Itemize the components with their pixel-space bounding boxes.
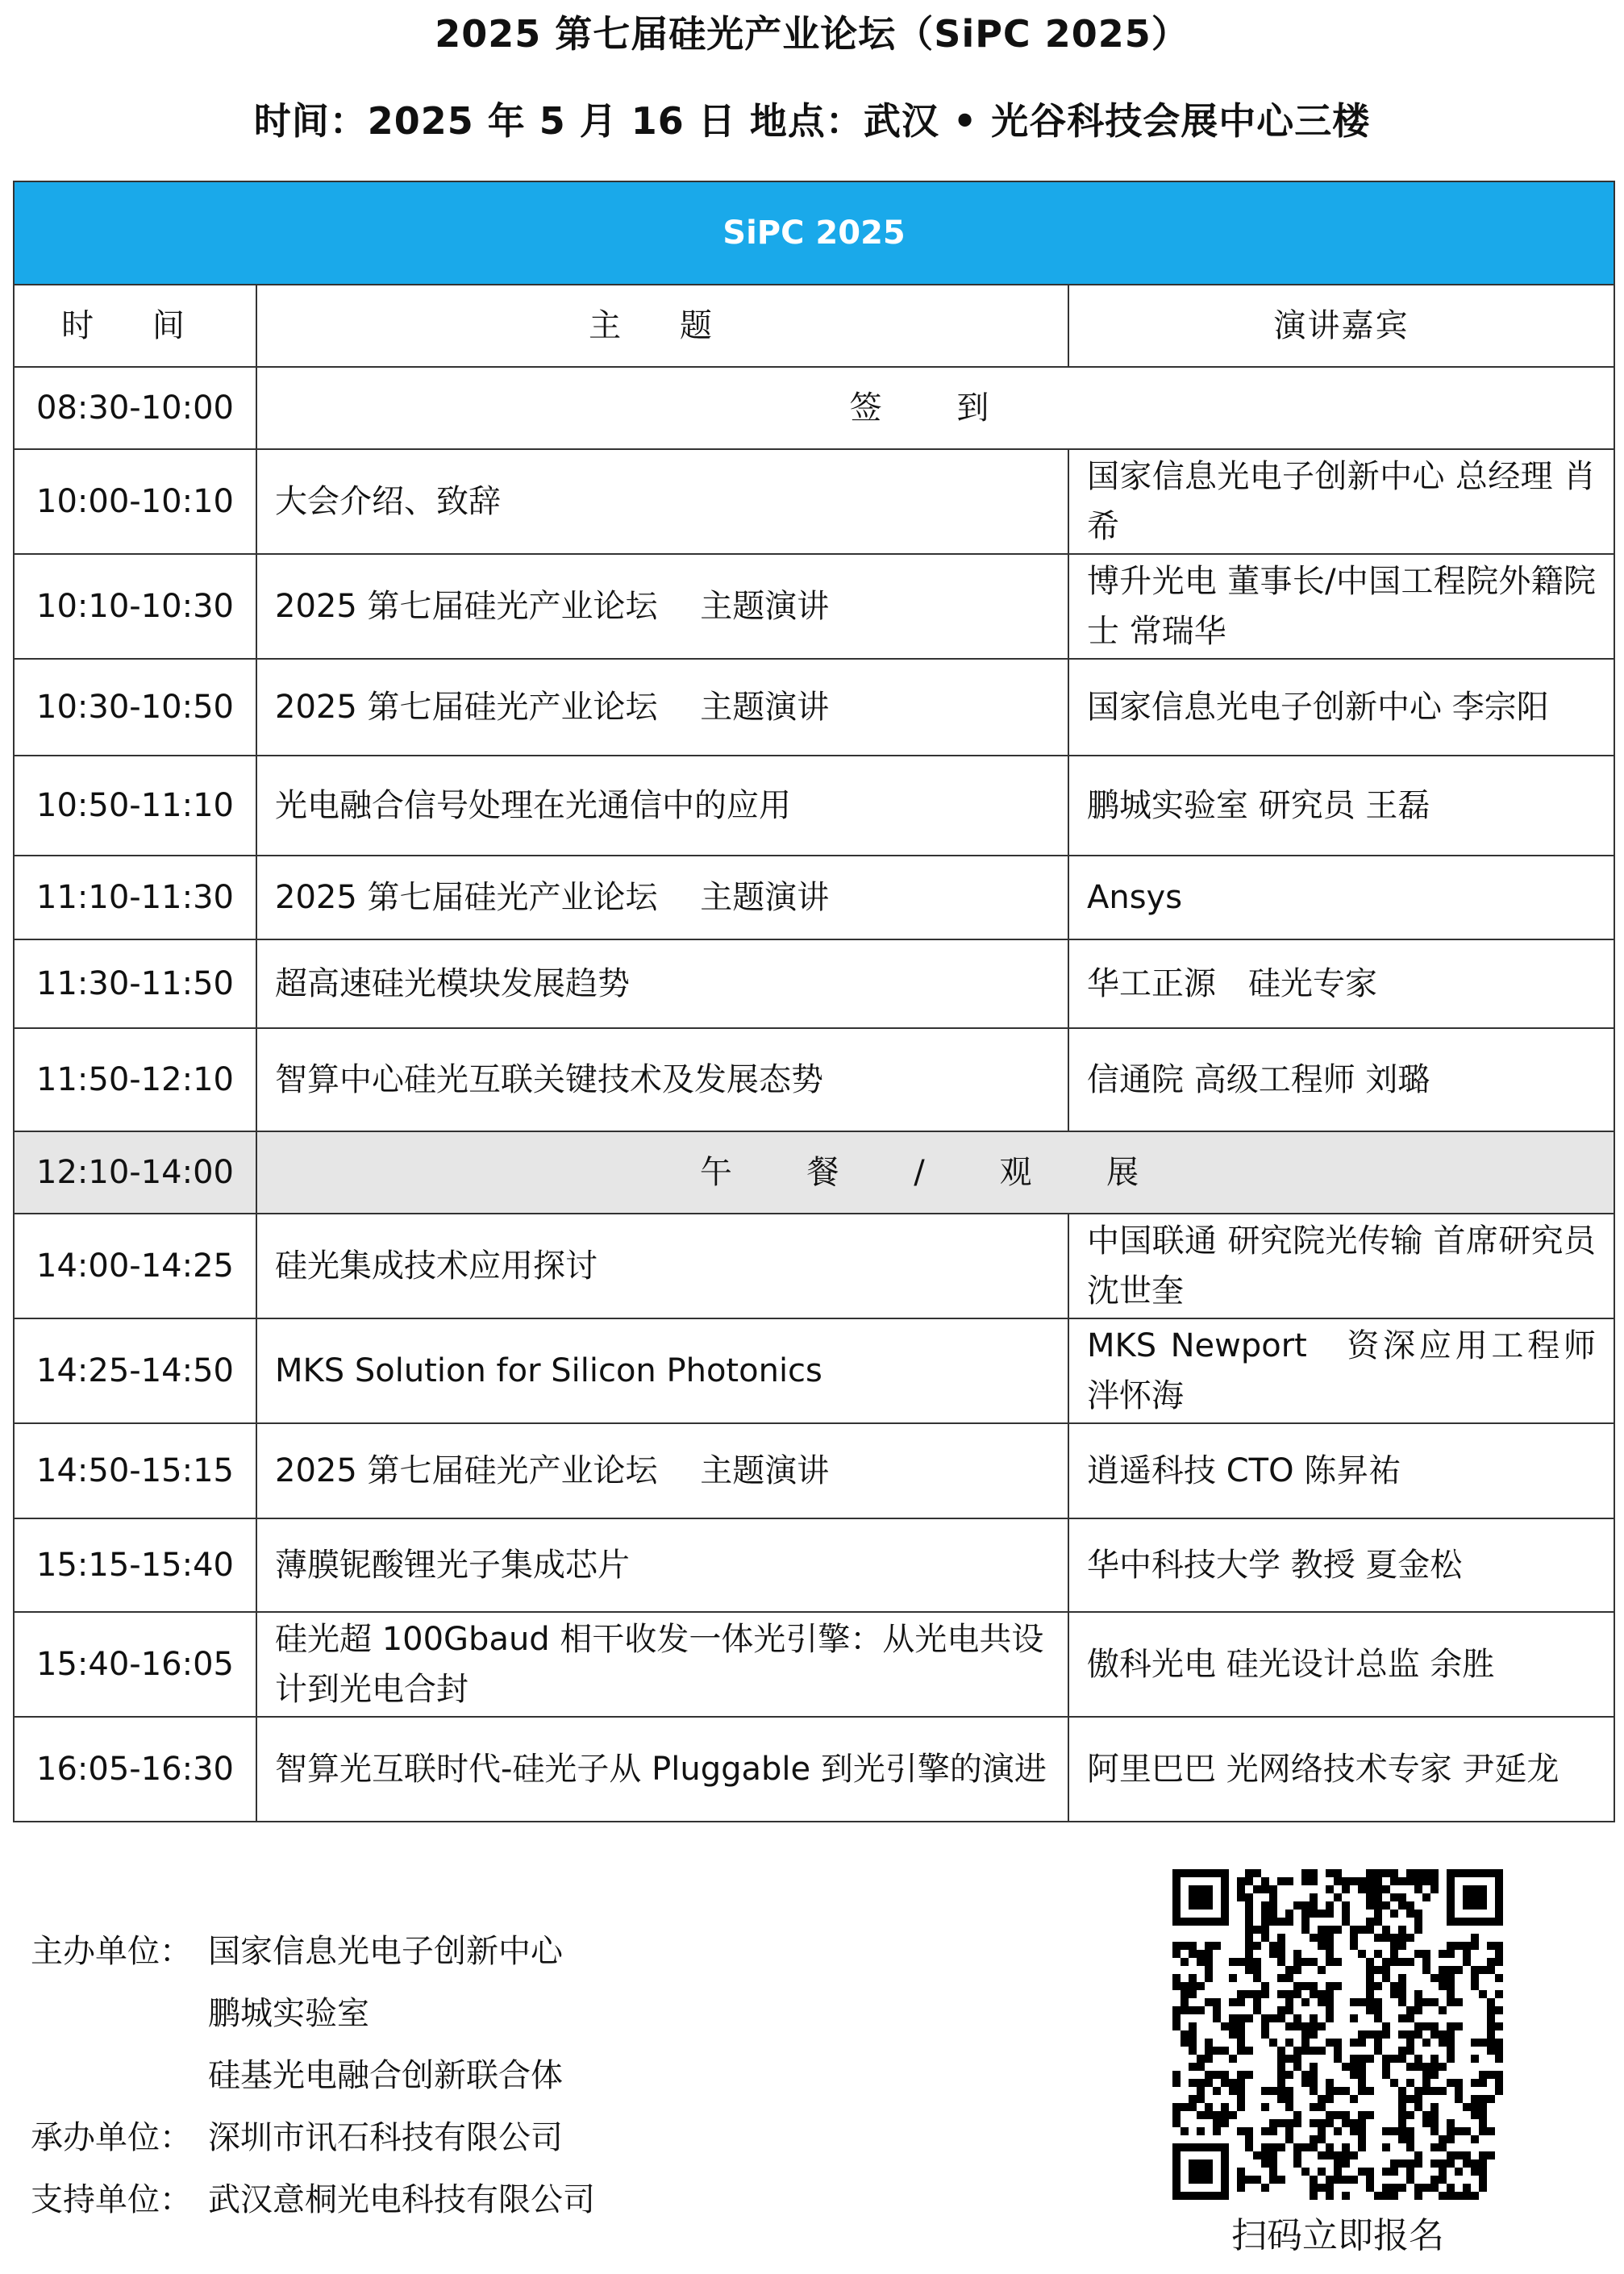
table-row (14, 659, 1614, 756)
session-time: 14:00-14:25 (14, 1214, 256, 1318)
session-topic: 2025 第七届硅光产业论坛 主题演讲 (256, 1423, 1068, 1518)
session-speaker: MKS Newport 资深应用工程师 泮怀海 (1068, 1318, 1614, 1423)
qr-caption: 扫码立即报名 (1231, 2215, 1444, 2256)
break-label: 午 餐 / 观 展 (256, 1131, 1614, 1214)
organizer-label: 主办单位： (31, 1933, 192, 1970)
organizer-3: 硅基光电融合创新联合体 (208, 2057, 563, 2094)
session-topic: 智算中心硅光互联关键技术及发展态势 (256, 1028, 1068, 1131)
session-speaker: Ansys (1068, 856, 1614, 939)
agenda-table (13, 181, 1615, 1822)
session-topic: 2025 第七届硅光产业论坛 主题演讲 (256, 659, 1068, 756)
table-banner-row (14, 181, 1614, 285)
session-time: 10:10-10:30 (14, 554, 256, 659)
session-speaker: 博升光电 董事长/中国工程院外籍院士 常瑞华 (1068, 554, 1614, 659)
session-time: 14:50-15:15 (14, 1423, 256, 1518)
table-header-row (14, 285, 1614, 367)
session-time: 11:10-11:30 (14, 856, 256, 939)
table-row (14, 756, 1614, 856)
session-time: 14:25-14:50 (14, 1318, 256, 1423)
session-time: 11:30-11:50 (14, 939, 256, 1028)
session-speaker: 华中科技大学 教授 夏金松 (1068, 1518, 1614, 1612)
supporter-label: 支持单位： (31, 2181, 192, 2218)
session-time: 10:00-10:10 (14, 449, 256, 554)
session-speaker: 傲科光电 硅光设计总监 余胜 (1068, 1612, 1614, 1717)
session-time: 12:10-14:00 (14, 1131, 256, 1214)
session-speaker: 国家信息光电子创新中心 李宗阳 (1068, 659, 1614, 756)
session-time: 15:15-15:40 (14, 1518, 256, 1612)
table-row (14, 856, 1614, 939)
table-row (14, 449, 1614, 554)
session-topic: 硅光集成技术应用探讨 (256, 1214, 1068, 1318)
session-topic: 超高速硅光模块发展趋势 (256, 939, 1068, 1028)
table-row (14, 1717, 1614, 1822)
event-time-location: 时间：2025 年 5 月 16 日 地点：武汉 • 光谷科技会展中心三楼 (253, 99, 1371, 143)
table-row (14, 1423, 1614, 1518)
table-row (14, 1612, 1614, 1717)
session-topic: 2025 第七届硅光产业论坛 主题演讲 (256, 856, 1068, 939)
session-time: 08:30-10:00 (14, 367, 256, 449)
session-speaker: 华工正源 硅光专家 (1068, 939, 1614, 1028)
column-header-time: 时 间 (14, 285, 256, 367)
session-speaker: 逍遥科技 CTO 陈昇祐 (1068, 1423, 1614, 1518)
session-topic: MKS Solution for Silicon Photonics (256, 1318, 1068, 1423)
organizer-1: 国家信息光电子创新中心 (208, 1933, 563, 1970)
session-topic: 2025 第七届硅光产业论坛 主题演讲 (256, 554, 1068, 659)
session-speaker: 中国联通 研究院光传输 首席研究员 沈世奎 (1068, 1214, 1614, 1318)
session-speaker: 阿里巴巴 光网络技术专家 尹延龙 (1068, 1717, 1614, 1822)
table-row (14, 1214, 1614, 1318)
table-row (14, 554, 1614, 659)
table-row (14, 1518, 1614, 1612)
undertaker-label: 承办单位： (31, 2119, 192, 2156)
table-row (14, 1318, 1614, 1423)
session-time: 10:50-11:10 (14, 756, 256, 856)
session-topic: 硅光超 100Gbaud 相干收发一体光引擎：从光电共设计到光电合封 (256, 1612, 1068, 1717)
agenda-body (14, 367, 1614, 1822)
column-header-speaker: 演讲嘉宾 (1068, 285, 1614, 367)
session-time: 15:40-16:05 (14, 1612, 256, 1717)
table-row (14, 1028, 1614, 1131)
undertaker-name: 深圳市讯石科技有限公司 (208, 2119, 563, 2156)
session-time: 11:50-12:10 (14, 1028, 256, 1131)
session-topic: 光电融合信号处理在光通信中的应用 (256, 756, 1068, 856)
session-topic: 大会介绍、致辞 (256, 449, 1068, 554)
session-speaker: 信通院 高级工程师 刘璐 (1068, 1028, 1614, 1131)
table-row (14, 939, 1614, 1028)
session-speaker: 鹏城实验室 研究员 王磊 (1068, 756, 1614, 856)
session-topic: 智算光互联时代-硅光子从 Pluggable 到光引擎的演进 (256, 1717, 1068, 1822)
page-title: 2025 第七届硅光产业论坛（SiPC 2025） (435, 12, 1189, 56)
table-row (14, 367, 1614, 449)
table-banner: SiPC 2025 (14, 181, 1614, 285)
table-row (14, 1131, 1614, 1214)
organizer-2: 鹏城实验室 (208, 1995, 369, 2032)
registration-qr-code[interactable] (1172, 1869, 1503, 2200)
supporter-name: 武汉意桐光电科技有限公司 (208, 2181, 595, 2218)
column-header-topic: 主 题 (256, 285, 1068, 367)
session-topic: 薄膜铌酸锂光子集成芯片 (256, 1518, 1068, 1612)
session-time: 10:30-10:50 (14, 659, 256, 756)
break-label: 签 到 (256, 367, 1614, 449)
session-speaker: 国家信息光电子创新中心 总经理 肖希 (1068, 449, 1614, 554)
session-time: 16:05-16:30 (14, 1717, 256, 1822)
